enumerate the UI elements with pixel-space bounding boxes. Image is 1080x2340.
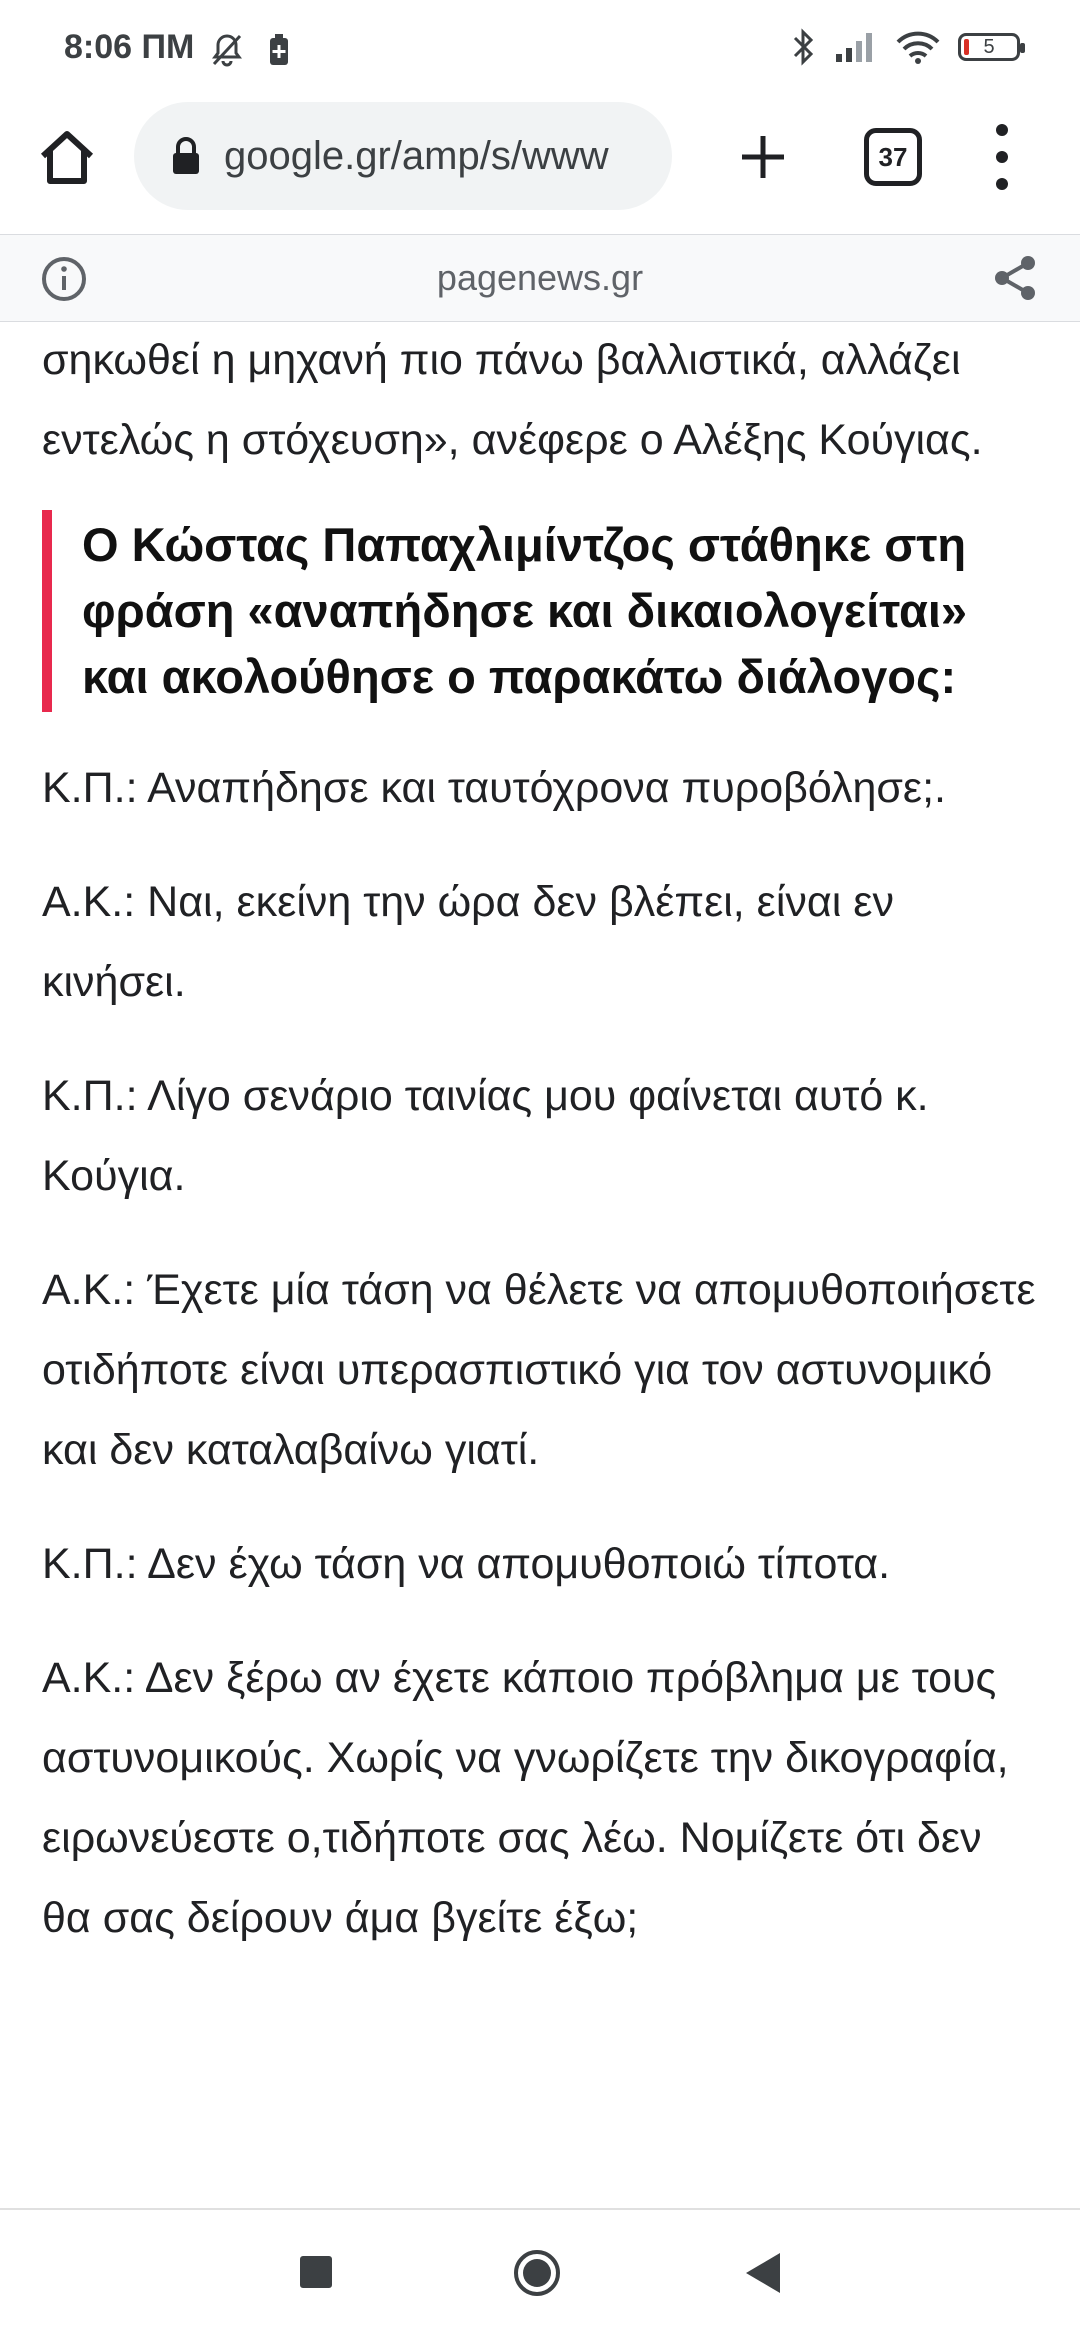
signal-icon — [834, 30, 878, 64]
dialogue-paragraph: Α.Κ.: Δεν ξέρω αν έχετε κάποιο πρόβλημα με τους αστυνομικούς. Χωρίς να γνωρίζετε την δικογραφία, ειρωνεύεστε ο,τιδήποτε σας λέω. Νομίζετε ότι δεν θα σας δείρουν άμα βγείτε έξω; — [42, 1654, 1009, 1942]
status-time: 8:06 ΠΜ — [64, 28, 195, 66]
battery-saver-icon — [268, 33, 290, 67]
menu-dot-icon — [996, 151, 1008, 163]
menu-dot-icon — [996, 178, 1008, 190]
pull-quote: Ο Κώστας Παπαχλιμίντζος στάθηκε στη φράση «αναπήδησε και δικαιολογείται» και ακολούθησε ο παρακάτω διάλογος: — [42, 510, 1042, 712]
url-bar[interactable] — [134, 102, 672, 210]
lock-icon — [170, 136, 202, 176]
share-icon[interactable] — [990, 253, 1040, 303]
dialogue-paragraph: Κ.Π.: Λίγο σενάριο ταινίας μου φαίνεται αυτό κ. Κούγια. — [42, 1072, 929, 1200]
dialogue-paragraph: Κ.Π.: Αναπήδησε και ταυτόχρονα πυροβόλησε;. — [42, 764, 946, 812]
dialogue-paragraph: Α.Κ.: Έχετε μία τάση να θέλετε να απομυθοποιήσετε οτιδήποτε είναι υπερασπιστικό για τον αστυνομικό και δεν καταλαβαίνω γιατί. — [42, 1266, 1036, 1474]
amp-domain[interactable]: pagenews.gr — [436, 257, 644, 298]
dialogue-paragraph: Κ.Π.: Δεν έχω τάση να απομυθοποιώ τίποτα. — [42, 1540, 891, 1588]
home-icon — [38, 129, 96, 185]
new-tab-button[interactable] — [726, 120, 800, 194]
bluetooth-icon — [792, 28, 816, 66]
plus-icon — [739, 133, 787, 181]
battery-icon — [958, 33, 1020, 61]
tab-switcher-button[interactable] — [864, 128, 922, 186]
lead-paragraph: σηκωθεί η μηχανή πιο πάνω βαλλιστικά, αλλάζει εντελώς η στόχευση», ανέφερε ο Αλέξης Κούγιας. — [42, 336, 983, 464]
back-icon[interactable] — [742, 2250, 784, 2296]
status-icons-right — [792, 28, 1020, 66]
recents-button[interactable] — [300, 2256, 332, 2288]
url-text: google.gr/amp/s/www — [224, 133, 609, 178]
amp-header-bar — [0, 234, 1080, 322]
system-nav-bar — [0, 2208, 1080, 2340]
status-icons-left — [210, 32, 290, 68]
tab-count: 37 — [878, 141, 908, 172]
menu-dot-icon — [996, 124, 1008, 136]
home-circle-icon[interactable] — [512, 2248, 562, 2298]
status-bar — [0, 0, 1080, 100]
bell-off-icon — [210, 32, 244, 68]
dialogue-paragraph: Α.Κ.: Ναι, εκείνη την ώρα δεν βλέπει, είναι εν κινήσει. — [42, 878, 894, 1006]
battery-level: 5 — [983, 35, 995, 58]
overflow-menu-button[interactable] — [980, 124, 1024, 190]
home-button[interactable] — [34, 124, 100, 190]
wifi-icon — [896, 30, 940, 64]
browser-toolbar — [0, 100, 1080, 234]
article-content — [0, 322, 1080, 2208]
